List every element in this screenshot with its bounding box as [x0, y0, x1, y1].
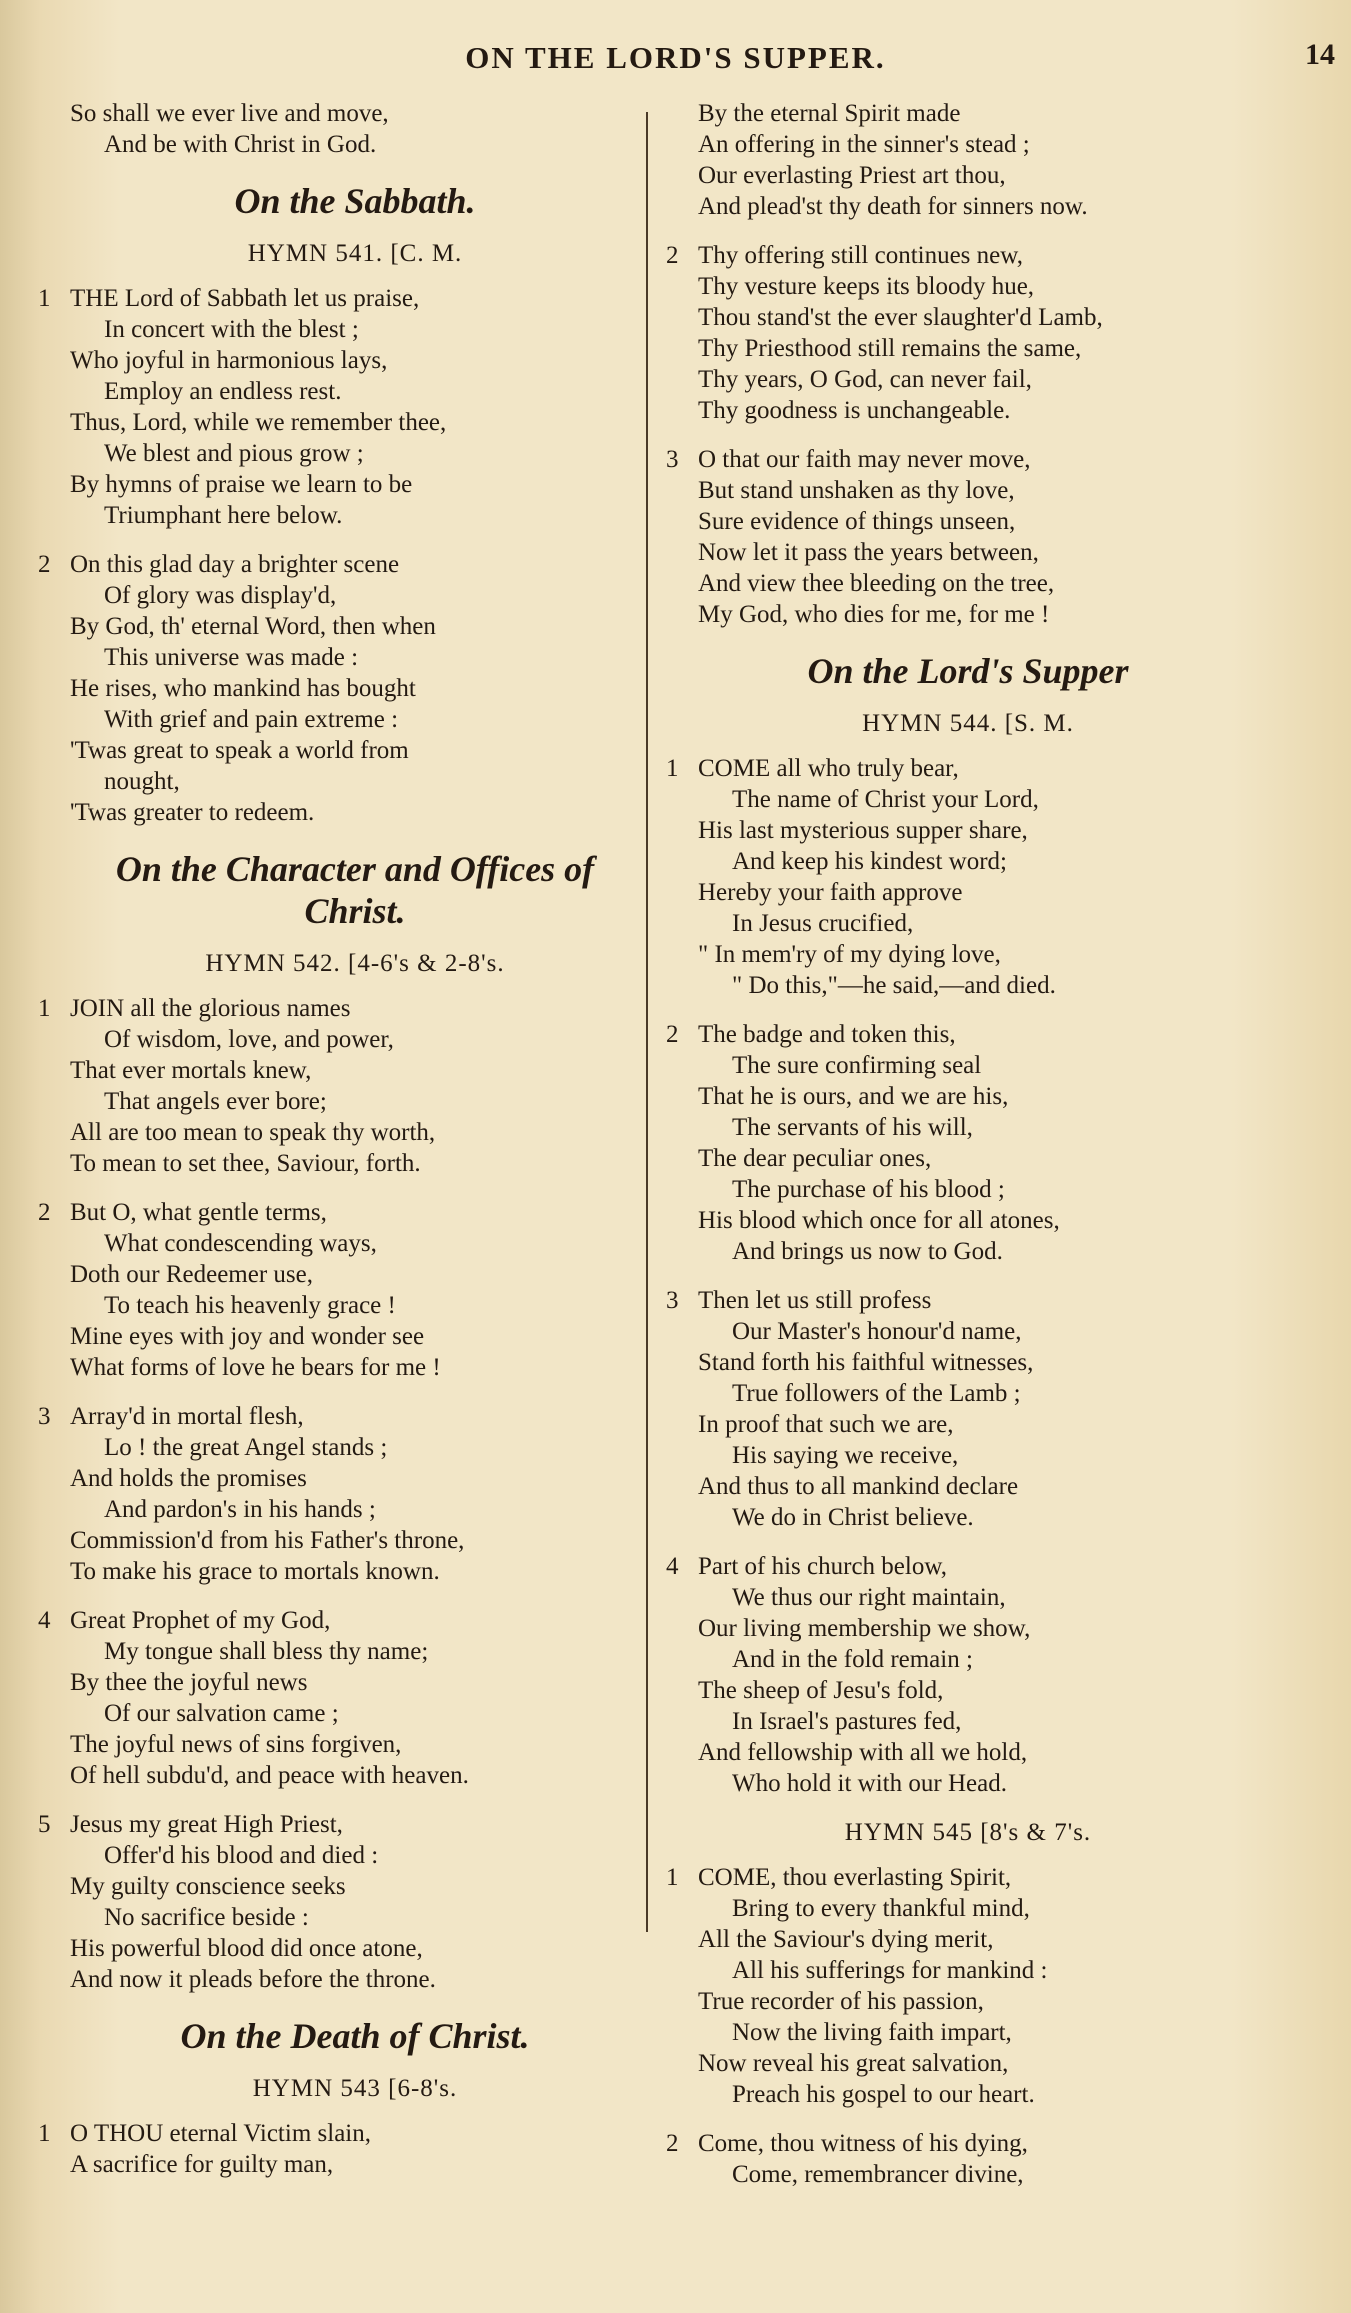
stanza-number: 3 — [666, 446, 679, 473]
verse-line: COME, thou everlasting Spirit, — [698, 1864, 1012, 1891]
stanza — [666, 1862, 1248, 2110]
intro-lines — [60, 98, 650, 160]
verse-line: The dear peculiar ones, — [698, 1145, 932, 1172]
verse-line: And view thee bleeding on the tree, — [698, 570, 1055, 597]
section-title: On the Sabbath. — [234, 181, 476, 221]
verse-line: What forms of love he bears for me ! — [70, 1354, 441, 1381]
hymn-heading: HYMN 543 [6-8's. — [252, 2075, 458, 2102]
verse-line: And brings us now to God. — [732, 1238, 1003, 1265]
verse-line: By the eternal Spirit made — [698, 100, 961, 127]
verse-line: Offer'd his blood and died : — [104, 1842, 379, 1869]
section-title: On the Lord's Supper — [807, 651, 1129, 691]
stanza — [666, 1285, 1248, 1533]
verse-line: My God, who dies for me, for me ! — [698, 601, 1050, 628]
verse-line: The joyful news of sins forgiven, — [70, 1731, 402, 1758]
verse-line: Now the living faith impart, — [732, 2019, 1012, 2046]
verse-line: COME all who truly bear, — [698, 755, 959, 782]
verse-line: By God, th' eternal Word, then when — [70, 613, 436, 640]
verse-line: And holds the promises — [70, 1465, 307, 1492]
intro-lines — [688, 98, 1248, 222]
verse-line: Thy Priesthood still remains the same, — [698, 335, 1082, 362]
verse-line: Who joyful in harmonious lays, — [70, 347, 388, 374]
verse-line: The sheep of Jesu's fold, — [698, 1677, 944, 1704]
verse-line: The badge and token this, — [698, 1021, 956, 1048]
verse-line: Come, thou witness of his dying, — [698, 2130, 1028, 2157]
verse-line: Doth our Redeemer use, — [70, 1261, 313, 1288]
verse-line: nought, — [104, 768, 180, 795]
verse-line: Lo ! the great Angel stands ; — [104, 1434, 388, 1461]
verse-line: Thus, Lord, while we remember thee, — [70, 409, 447, 436]
left-column — [38, 98, 650, 2198]
stanza-number: 3 — [666, 1287, 679, 1314]
verse-line: What condescending ways, — [104, 1230, 377, 1257]
verse-line: We thus our right maintain, — [732, 1584, 1006, 1611]
stanza — [38, 993, 650, 1179]
stanza-number: 2 — [666, 242, 679, 269]
verse-line: In concert with the blest ; — [104, 316, 359, 343]
verse-line: His last mysterious supper share, — [698, 817, 1028, 844]
verse-line: Our living membership we show, — [698, 1615, 1031, 1642]
verse-line: On this glad day a brighter scene — [70, 551, 400, 578]
verse-line: And be with Christ in God. — [104, 131, 377, 158]
stanza-number: 4 — [38, 1607, 51, 1634]
verse-line: Thy goodness is unchangeable. — [698, 397, 1011, 424]
stanza — [38, 1605, 650, 1791]
verse-line: Stand forth his faithful witnesses, — [698, 1349, 1034, 1376]
verse-line: To mean to set thee, Saviour, forth. — [70, 1150, 421, 1177]
stanza — [38, 283, 650, 531]
running-head: ON THE LORD'S SUPPER. — [465, 40, 886, 75]
verse-line: Mine eyes with joy and wonder see — [70, 1323, 425, 1350]
verse-line: A sacrifice for guilty man, — [70, 2151, 334, 2178]
verse-line: JOIN all the glorious names — [70, 995, 351, 1022]
verse-line: Our everlasting Priest art thou, — [698, 162, 1006, 189]
verse-line: But O, what gentle terms, — [70, 1199, 327, 1226]
verse-line: Now reveal his great salvation, — [698, 2050, 1009, 2077]
stanza — [666, 1551, 1248, 1799]
stanza-number: 1 — [666, 755, 679, 782]
stanza-number: 1 — [666, 1864, 679, 1891]
verse-line: We do in Christ believe. — [732, 1504, 974, 1531]
verse-line: In Israel's pastures fed, — [732, 1708, 962, 1735]
page-number: 14 — [1305, 38, 1335, 71]
verse-line: That he is ours, and we are his, — [698, 1083, 1009, 1110]
verse-line: Preach his gospel to our heart. — [732, 2081, 1035, 2108]
verse-line: In proof that such we are, — [698, 1411, 954, 1438]
hymn-heading: HYMN 544. [S. M. — [862, 710, 1074, 737]
stanza — [666, 2128, 1248, 2190]
stanza — [666, 240, 1248, 426]
stanza — [38, 1401, 650, 1587]
stanza — [38, 549, 650, 828]
verse-line: Thou stand'st the ever slaughter'd Lamb, — [698, 304, 1103, 331]
verse-line: The sure confirming seal — [732, 1052, 982, 1079]
verse-line: And keep his kindest word; — [732, 848, 1007, 875]
verse-line: True recorder of his passion, — [698, 1988, 984, 2015]
verse-line: " Do this,"—he said,—and died. — [732, 972, 1056, 999]
verse-line: And pardon's in his hands ; — [104, 1496, 376, 1523]
verse-line: This universe was made : — [104, 644, 359, 671]
verse-line: All his sufferings for mankind : — [732, 1957, 1048, 1984]
stanza-number: 2 — [38, 551, 51, 578]
hymn-heading: HYMN 542. [4-6's & 2-8's. — [205, 950, 505, 977]
verse-line: And plead'st thy death for sinners now. — [698, 193, 1088, 220]
verse-line: He rises, who mankind has bought — [70, 675, 416, 702]
verse-line: Employ an endless rest. — [104, 378, 342, 405]
verse-line: Of our salvation came ; — [104, 1700, 339, 1727]
verse-line: By hymns of praise we learn to be — [70, 471, 413, 498]
hymn-heading: HYMN 545 [8's & 7's. — [844, 1819, 1092, 1846]
verse-line: That ever mortals knew, — [70, 1057, 312, 1084]
verse-line: True followers of the Lamb ; — [732, 1380, 1021, 1407]
verse-line: Sure evidence of things unseen, — [698, 508, 1016, 535]
verse-line: So shall we ever live and move, — [70, 100, 389, 127]
verse-line: The purchase of his blood ; — [732, 1176, 1005, 1203]
verse-line: Who hold it with our Head. — [732, 1770, 1007, 1797]
verse-line: Thy offering still continues new, — [698, 242, 1023, 269]
stanza — [38, 1809, 650, 1995]
stanza — [666, 1019, 1248, 1267]
verse-line: Our Master's honour'd name, — [732, 1318, 1022, 1345]
stanza-number: 1 — [38, 285, 51, 312]
stanza-number: 1 — [38, 995, 51, 1022]
verse-line: His saying we receive, — [732, 1442, 959, 1469]
hymn-heading: HYMN 541. [C. M. — [247, 240, 463, 267]
verse-line: Come, remembrancer divine, — [732, 2161, 1024, 2188]
verse-line: Jesus my great High Priest, — [70, 1811, 343, 1838]
verse-line: And thus to all mankind declare — [698, 1473, 1019, 1500]
right-column — [666, 98, 1248, 2208]
verse-line: THE Lord of Sabbath let us praise, — [70, 285, 420, 312]
verse-line: 'Twas greater to redeem. — [70, 799, 315, 826]
verse-line: To make his grace to mortals known. — [70, 1558, 440, 1585]
section-title-line: On the Character and Offices of — [115, 849, 595, 889]
verse-line: All are too mean to speak thy worth, — [70, 1119, 436, 1146]
section-title — [60, 848, 650, 932]
verse-line: And fellowship with all we hold, — [698, 1739, 1028, 1766]
verse-line: My tongue shall bless thy name; — [104, 1638, 429, 1665]
verse-line: That angels ever bore; — [104, 1088, 327, 1115]
verse-line: Bring to every thankful mind, — [732, 1895, 1030, 1922]
verse-line: Part of his church below, — [698, 1553, 948, 1580]
verse-line: No sacrifice beside : — [104, 1904, 309, 1931]
section-title: On the Death of Christ. — [180, 2016, 530, 2056]
verse-line: Great Prophet of my God, — [70, 1607, 331, 1634]
stanza-number: 5 — [38, 1811, 51, 1838]
verse-line: Then let us still profess — [698, 1287, 932, 1314]
stanza-number: 3 — [38, 1403, 51, 1430]
stanza — [666, 444, 1248, 630]
verse-line: My guilty conscience seeks — [70, 1873, 346, 1900]
stanza — [666, 753, 1248, 1001]
verse-line: An offering in the sinner's stead ; — [698, 131, 1030, 158]
verse-line: Thy vesture keeps its bloody hue, — [698, 273, 1035, 300]
verse-line: Triumphant here below. — [104, 502, 343, 529]
verse-line: And in the fold remain ; — [732, 1646, 973, 1673]
stanza-number: 2 — [38, 1199, 51, 1226]
verse-line: His powerful blood did once atone, — [70, 1935, 423, 1962]
verse-line: Hereby your faith approve — [698, 879, 963, 906]
verse-line: The name of Christ your Lord, — [732, 786, 1039, 813]
verse-line: By thee the joyful news — [70, 1669, 308, 1696]
stanza-number: 2 — [666, 1021, 679, 1048]
verse-line: Now let it pass the years between, — [698, 539, 1039, 566]
verse-line: All the Saviour's dying merit, — [698, 1926, 994, 1953]
verse-line: To teach his heavenly grace ! — [104, 1292, 396, 1319]
verse-line: Thy years, O God, can never fail, — [698, 366, 1032, 393]
section-title-line: Christ. — [304, 891, 406, 931]
stanza-number: 1 — [38, 2120, 51, 2147]
verse-line: His blood which once for all atones, — [698, 1207, 1060, 1234]
stanza-number: 2 — [666, 2130, 679, 2157]
verse-line: The servants of his will, — [732, 1114, 973, 1141]
verse-line: We blest and pious grow ; — [104, 440, 364, 467]
verse-line: And now it pleads before the throne. — [70, 1966, 436, 1993]
verse-line: Array'd in mortal flesh, — [70, 1403, 304, 1430]
verse-line: Of glory was display'd, — [104, 582, 337, 609]
verse-line: 'Twas great to speak a world from — [70, 737, 409, 764]
verse-line: In Jesus crucified, — [732, 910, 914, 937]
verse-line: Of wisdom, love, and power, — [104, 1026, 394, 1053]
verse-line: " In mem'ry of my dying love, — [698, 941, 1001, 968]
verse-line: But stand unshaken as thy love, — [698, 477, 1015, 504]
verse-line: Of hell subdu'd, and peace with heaven. — [70, 1762, 469, 1789]
stanza-number: 4 — [666, 1553, 679, 1580]
stanza — [38, 1197, 650, 1383]
verse-line: Commission'd from his Father's throne, — [70, 1527, 465, 1554]
verse-line: With grief and pain extreme : — [104, 706, 399, 733]
verse-line: O that our faith may never move, — [698, 446, 1031, 473]
stanza — [38, 2118, 650, 2180]
verse-line: O THOU eternal Victim slain, — [70, 2120, 371, 2147]
